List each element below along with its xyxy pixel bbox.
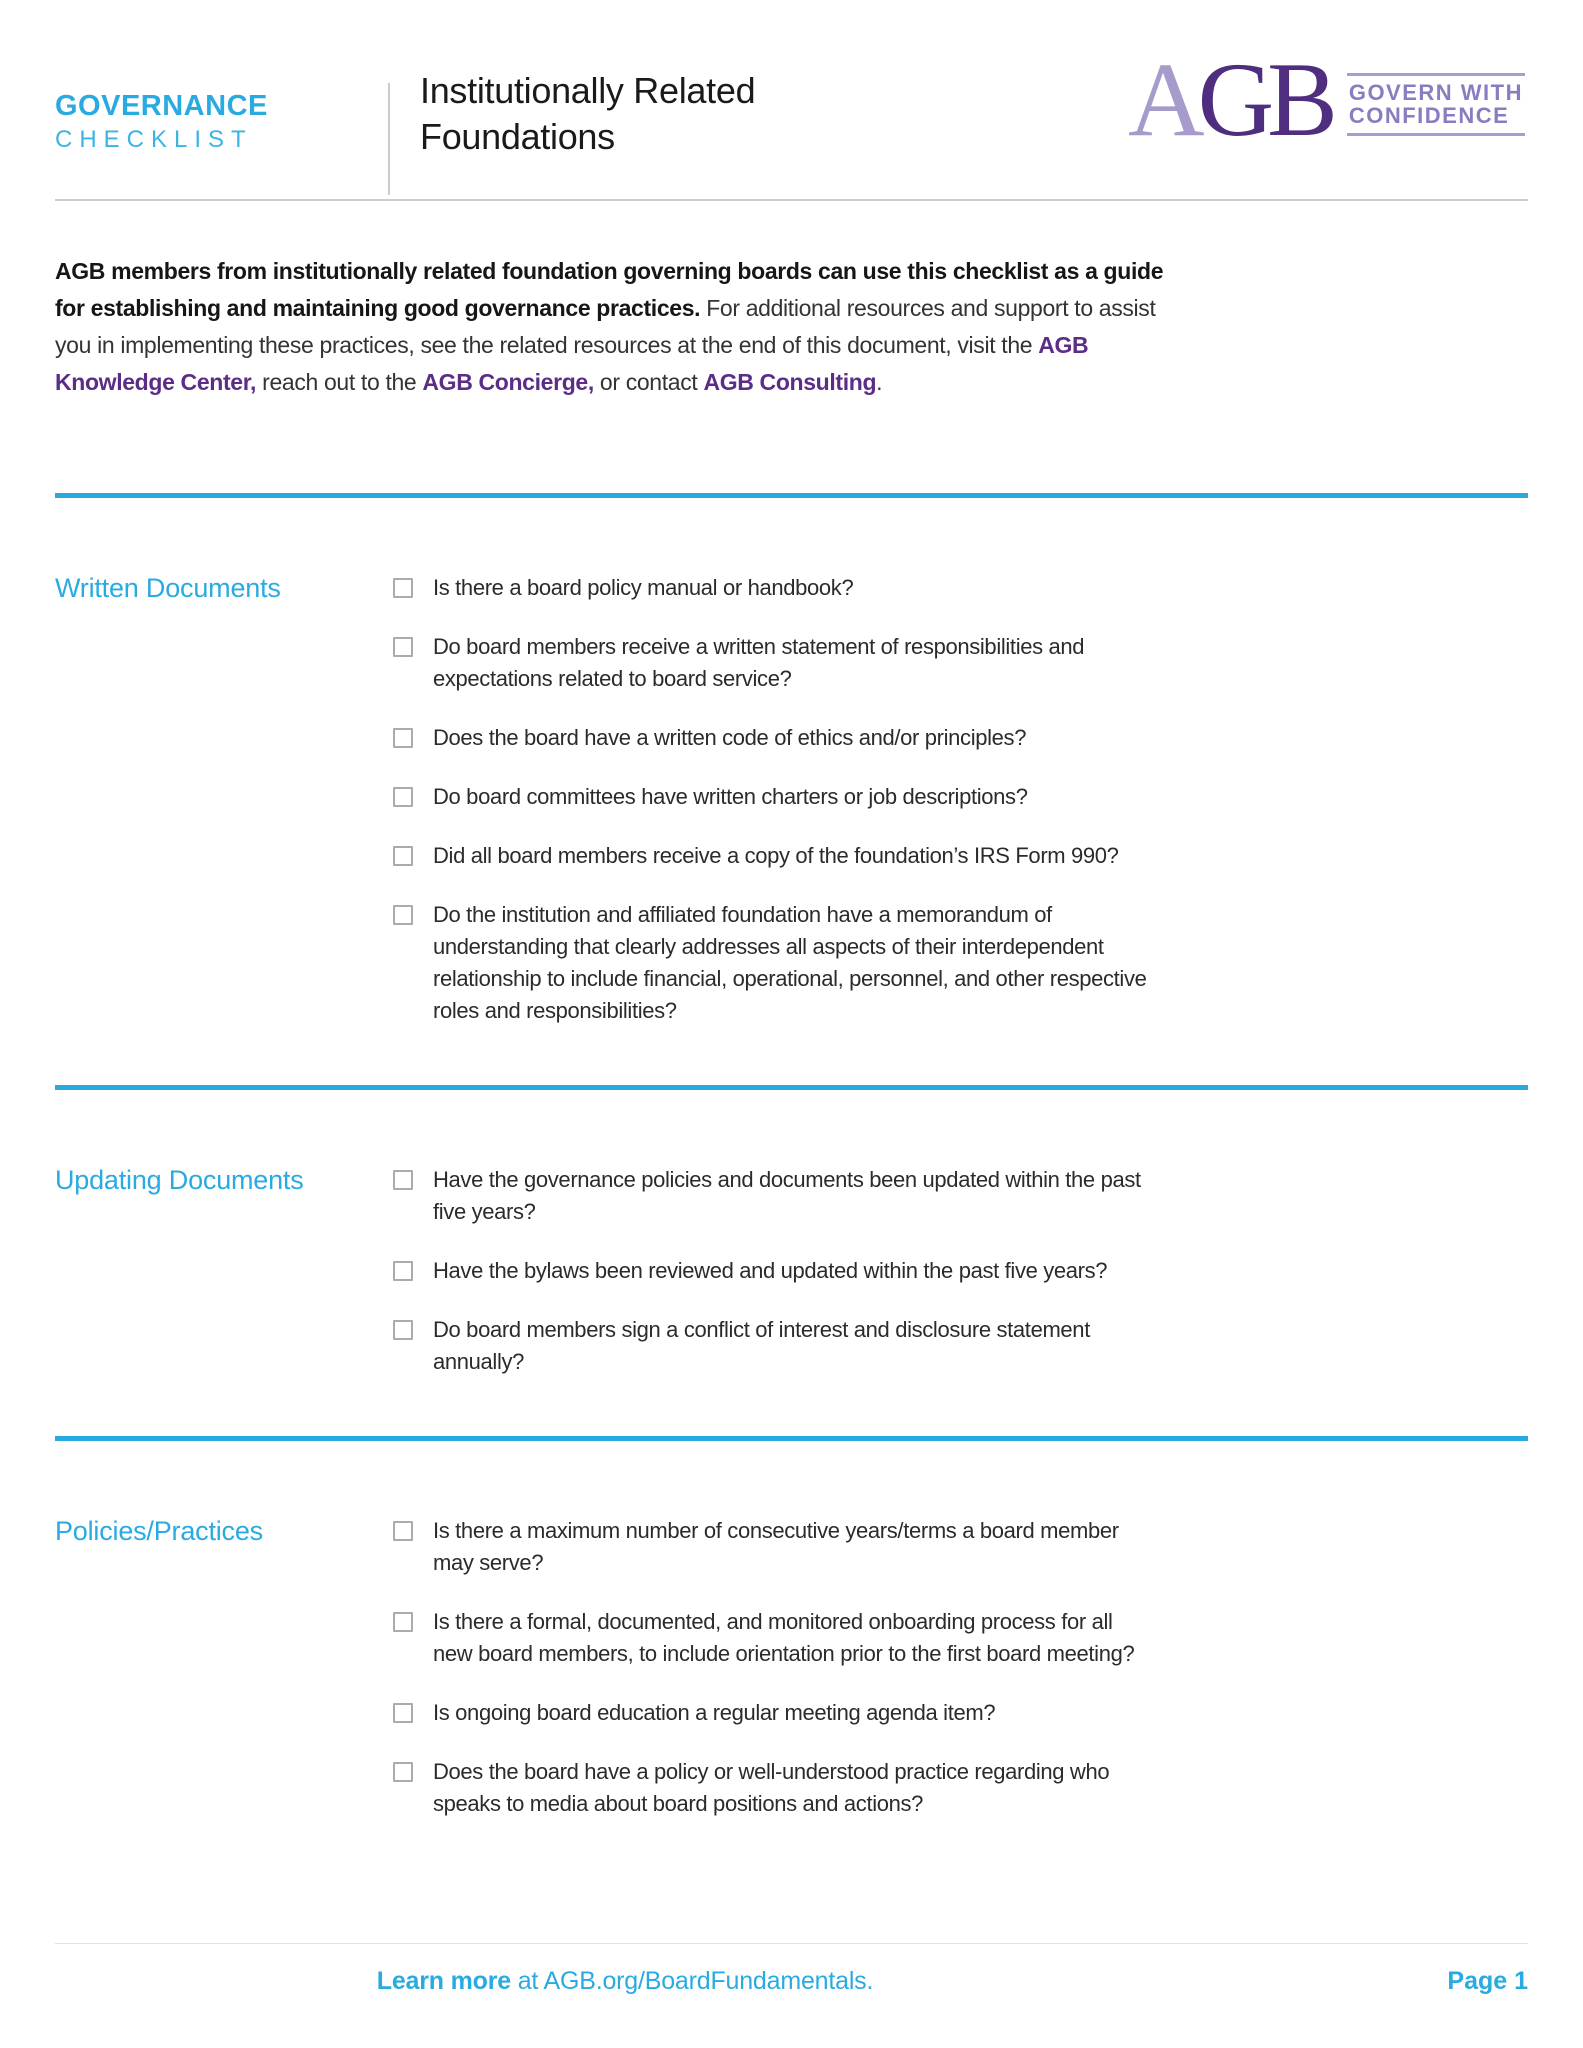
checklist-item [393,1606,1155,1670]
header-horizontal-rule [55,199,1528,201]
checkbox-icon[interactable] [393,637,413,657]
checklist-item [393,840,1155,872]
intro-paragraph [55,253,1195,401]
inline-link[interactable]: AGB Consulting [703,369,877,395]
section-written-documents [55,493,1528,1085]
checklist-item [393,572,1155,604]
checklist-item-text: Is ongoing board education a regular meeting agenda item? [433,1700,996,1725]
checklist-item-text: Is there a maximum number of consecutive years/terms a board member may serve? [433,1518,1119,1575]
footer [55,1967,1528,2007]
checklist-item-text: Have the governance policies and documents been updated within the past five years? [433,1167,1141,1224]
checkbox-icon[interactable] [393,578,413,598]
checklist-items [393,572,1155,1027]
checklist-item [393,631,1155,695]
checklist-item-text: Did all board members receive a copy of the foundation’s IRS Form 990? [433,843,1119,868]
checkbox-icon[interactable] [393,1320,413,1340]
checklist-item [393,1164,1155,1228]
checklist-item [393,1515,1155,1579]
footer-rule [55,1943,1528,1944]
learn-more-url-link[interactable]: AGB.org/BoardFundamentals. [543,1967,874,1995]
section-updating-documents [55,1085,1528,1436]
checkbox-icon[interactable] [393,1170,413,1190]
checkbox-icon[interactable] [393,1762,413,1782]
checklist-item [393,722,1155,754]
section-policies-practices [55,1436,1528,1878]
checklist-item [393,1255,1155,1287]
agb-wordmark [1128,41,1331,158]
checklist-item [393,781,1155,813]
checklist-item [393,1756,1155,1820]
checklist-item-text: Do board members sign a conflict of interest and disclosure statement annually? [433,1317,1090,1374]
checkbox-icon[interactable] [393,1521,413,1541]
agb-letters-gb: GB [1197,41,1331,158]
text-segment: For additional resources and support to assist you in implementing these practices, see the related resources at the end of this document, visit the [55,295,1156,358]
checklist-item-text: Is there a board policy manual or handbook? [433,575,854,600]
page-number: Page 1 [1447,1967,1528,1995]
checkbox-icon[interactable] [393,1612,413,1632]
agb-tagline-line2: CONFIDENCE [1348,103,1510,128]
header-vertical-divider [388,83,390,195]
learn-more-text: at [510,1967,544,1995]
text-segment: or contact [593,369,704,395]
checklist-item-text: Have the bylaws been reviewed and updated within the past five years? [433,1258,1108,1283]
checklist-item-text: Does the board have a policy or well-understood practice regarding who speaks to media about board positions and actions? [433,1759,1110,1816]
checklist-item-text: Does the board have a written code of ethics and/or principles? [433,725,1027,750]
inline-link[interactable]: AGB Knowledge Center, [55,332,1089,395]
learn-more-line [55,1967,1195,1996]
agb-letter-a: A [1128,41,1198,158]
checklist-item [393,1697,1155,1729]
agb-logo [1128,41,1525,158]
text-segment: AGB members from institutionally related foundation governing boards can use this checklist as a guide for establishing and maintaining good governance practices. [55,258,1164,321]
governance-checklist-logo [55,90,268,156]
section-title: Updating Documents [55,1165,304,1195]
logo-word-governance: GOVERNANCE [55,90,268,122]
checkbox-icon[interactable] [393,846,413,866]
main-content [55,253,1528,1878]
checklist-item-text: Do board committees have written charters or job descriptions? [433,784,1028,809]
text-segment: . [876,369,883,395]
agb-tagline [1347,73,1525,136]
checkbox-icon[interactable] [393,787,413,807]
checkbox-icon[interactable] [393,728,413,748]
text-segment: reach out to the [256,369,423,395]
checklist-item [393,1314,1155,1378]
checkbox-icon[interactable] [393,1703,413,1723]
checklist-items [393,1164,1155,1378]
checklist-item-text: Do board members receive a written statement of responsibilities and expectations related to board service? [433,634,1085,691]
checklist-items [393,1515,1155,1820]
checkbox-icon[interactable] [393,905,413,925]
page-title: Institutionally Related Foundations [420,70,756,157]
section-title: Policies/Practices [55,1516,263,1546]
inline-link[interactable]: AGB Concierge, [422,369,594,395]
logo-word-checklist: CHECKLIST [55,126,253,153]
checklist-item-text: Do the institution and affiliated foundation have a memorandum of understanding that clearly addresses all aspects of their interdependent relationship to include financial, operational, personnel, and other respective roles and responsibilities? [433,902,1147,1023]
section-title: Written Documents [55,573,281,603]
learn-more-label: Learn more [376,1967,511,1995]
checkbox-icon[interactable] [393,1261,413,1281]
agb-tagline-line1: GOVERN WITH [1348,80,1523,105]
checklist-item-text: Is there a formal, documented, and monitored onboarding process for all new board members, to include orientation prior to the first board meeting? [433,1609,1135,1666]
checklist-item [393,899,1155,1027]
